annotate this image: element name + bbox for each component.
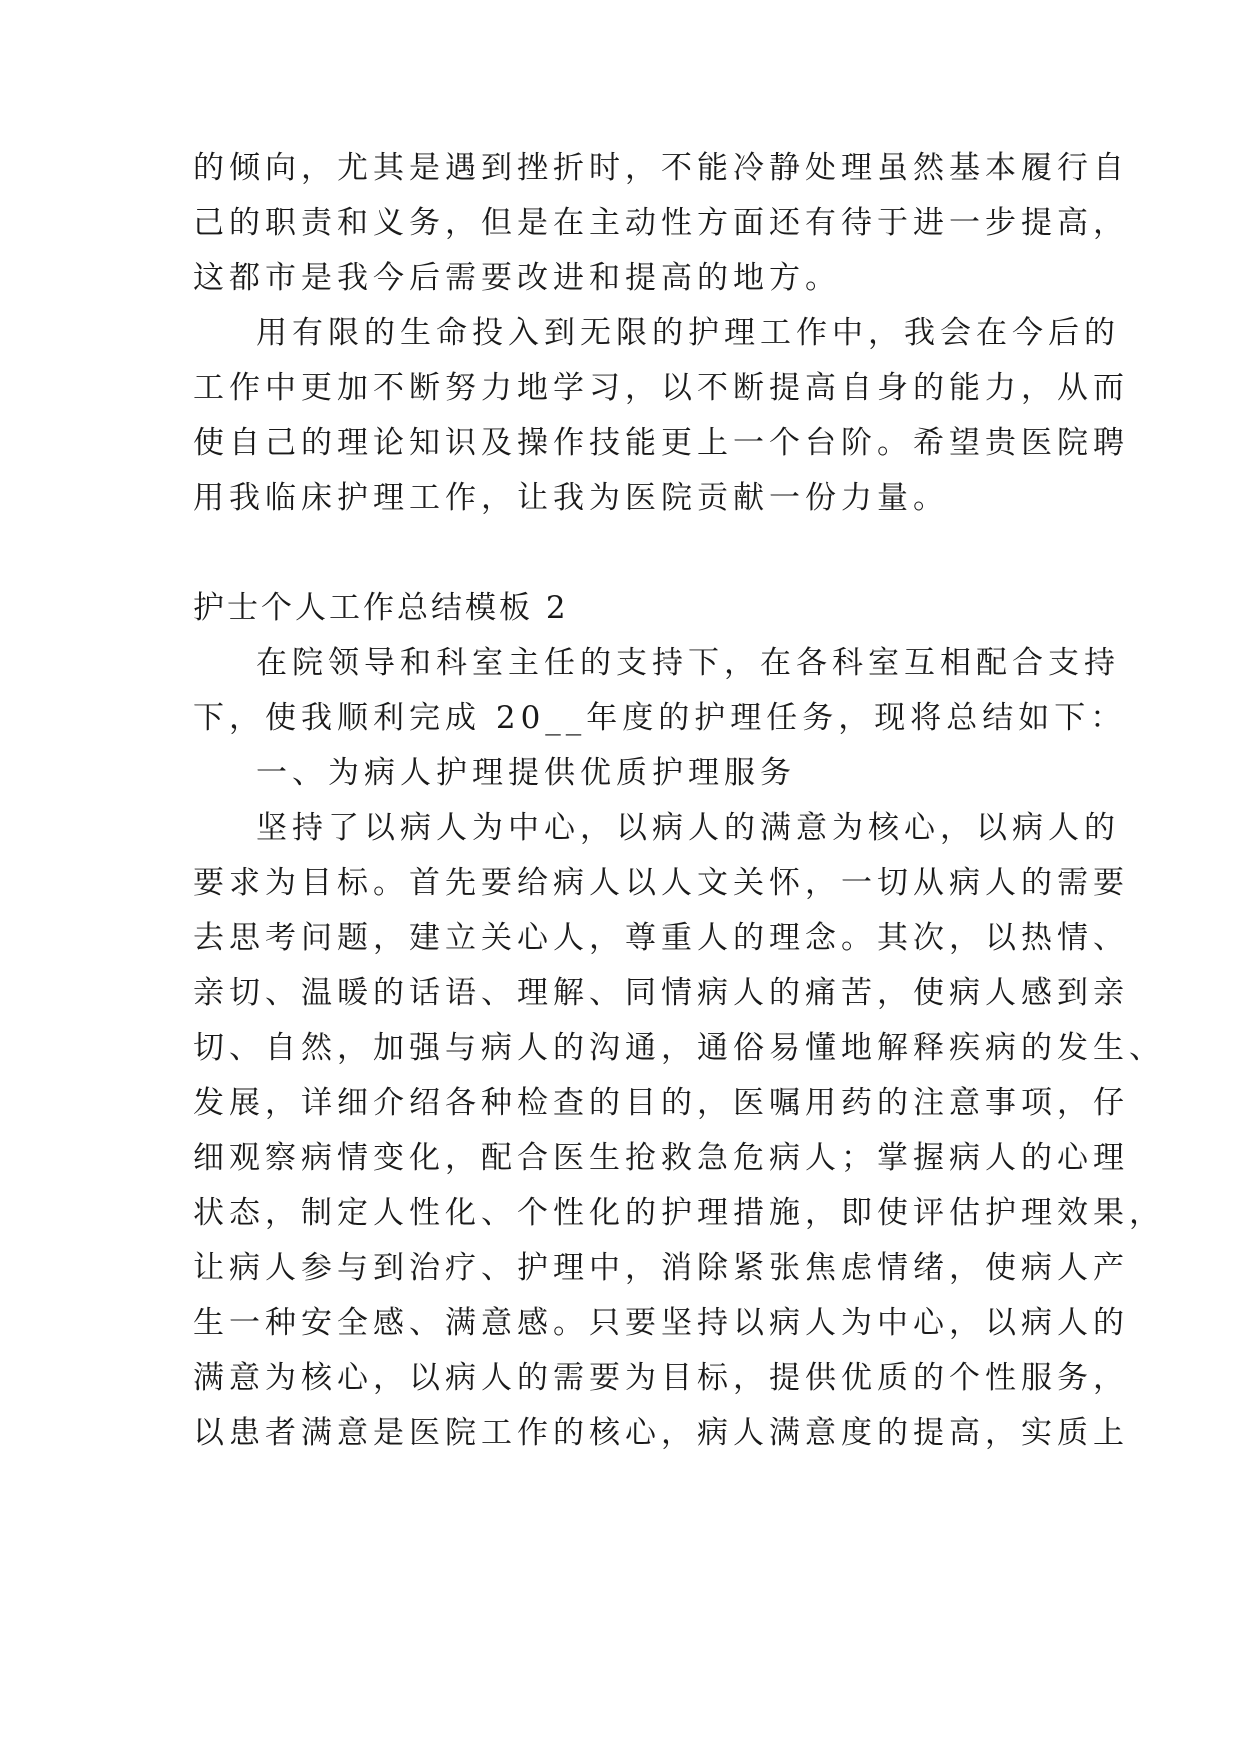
subheading: 一、为病人护理提供优质护理服务	[256, 755, 796, 791]
paragraph-line: 用有限的生命投入到无限的护理工作中，我会在今后的	[256, 315, 1120, 351]
paragraph-line: 让病人参与到治疗、护理中，消除紧张焦虑情绪，使病人产	[193, 1250, 1129, 1286]
paragraph-line: 这都市是我今后需要改进和提高的地方。	[193, 260, 841, 296]
paragraph-line: 生一种安全感、满意感。只要坚持以病人为中心，以病人的	[193, 1305, 1129, 1341]
paragraph-line: 以患者满意是医院工作的核心，病人满意度的提高，实质上	[193, 1415, 1129, 1451]
paragraph-line: 状态，制定人性化、个性化的护理措施，即使评估护理效果，	[193, 1195, 1165, 1231]
paragraph-line: 亲切、温暖的话语、理解、同情病人的痛苦，使病人感到亲	[193, 975, 1129, 1011]
paragraph-line: 满意为核心，以病人的需要为目标，提供优质的个性服务，	[193, 1360, 1129, 1396]
paragraph-line: 的倾向，尤其是遇到挫折时，不能冷静处理虽然基本履行自	[193, 150, 1129, 186]
paragraph-line: 工作中更加不断努力地学习，以不断提高自身的能力，从而	[193, 370, 1129, 406]
paragraph-line: 去思考问题，建立关心人，尊重人的理念。其次，以热情、	[193, 920, 1129, 956]
paragraph-line: 下，使我顺利完成 20__年度的护理任务，现将总结如下：	[193, 700, 1127, 736]
paragraph-line: 切、自然，加强与病人的沟通，通俗易懂地解释疾病的发生、	[193, 1030, 1165, 1066]
paragraph-line: 细观察病情变化，配合医生抢救急危病人；掌握病人的心理	[193, 1140, 1129, 1176]
paragraph-line: 在院领导和科室主任的支持下，在各科室互相配合支持	[256, 645, 1120, 681]
paragraph-line: 己的职责和义务，但是在主动性方面还有待于进一步提高，	[193, 205, 1129, 241]
paragraph-line: 发展，详细介绍各种检查的目的，医嘱用药的注意事项，仔	[193, 1085, 1129, 1121]
paragraph-line: 用我临床护理工作，让我为医院贡献一份力量。	[193, 480, 949, 516]
paragraph-line: 使自己的理论知识及操作技能更上一个台阶。希望贵医院聘	[193, 425, 1129, 461]
paragraph-line: 要求为目标。首先要给病人以人文关怀，一切从病人的需要	[193, 865, 1129, 901]
section-title: 护士个人工作总结模板 2	[193, 590, 569, 626]
paragraph-line: 坚持了以病人为中心，以病人的满意为核心，以病人的	[256, 810, 1120, 846]
